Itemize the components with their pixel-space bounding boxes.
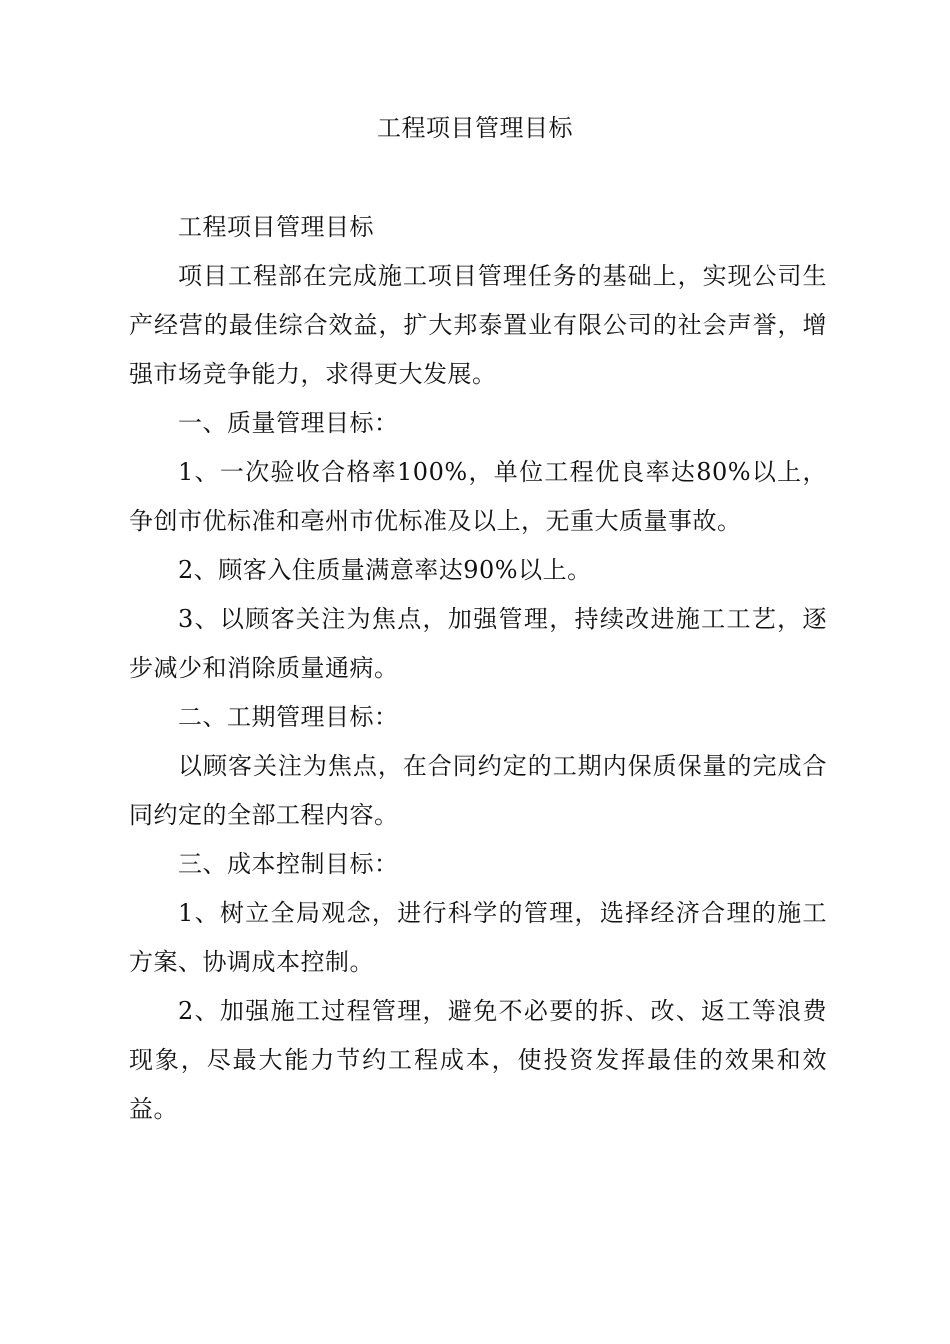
cost-item-1: 1、树立全局观念，进行科学的管理，选择经济合理的施工方案、协调成本控制。	[129, 899, 827, 976]
quality-item-1: 1、一次验收合格率100%，单位工程优良率达80%以上，争创市优标准和亳州市优标准及以上，无重大质量事故。	[129, 458, 827, 535]
intro-paragraph: 项目工程部在完成施工项目管理任务的基础上，实现公司生产经营的最佳综合效益，扩大邦泰置业有限公司的社会声誉，增强市场竞争能力，求得更大发展。	[129, 262, 827, 388]
section-heading: 工程项目管理目标	[178, 213, 374, 241]
quality-heading: 一、质量管理目标：	[178, 409, 399, 437]
document-title: 工程项目管理目标	[377, 114, 573, 142]
schedule-paragraph: 以顾客关注为焦点，在合同约定的工期内保质保量的完成合同约定的全部工程内容。	[129, 752, 827, 829]
schedule-heading: 二、工期管理目标：	[178, 703, 399, 731]
document-body	[129, 203, 827, 1134]
quality-item-2: 2、顾客入住质量满意率达90%以上。	[178, 556, 592, 584]
cost-heading: 三、成本控制目标：	[178, 850, 399, 878]
quality-item-3: 3、以顾客关注为焦点，加强管理，持续改进施工工艺，逐步减少和消除质量通病。	[129, 605, 827, 682]
cost-item-2: 2、加强施工过程管理，避免不必要的拆、改、返工等浪费现象，尽最大能力节约工程成本，使投资发挥最佳的效果和效益。	[129, 997, 827, 1123]
